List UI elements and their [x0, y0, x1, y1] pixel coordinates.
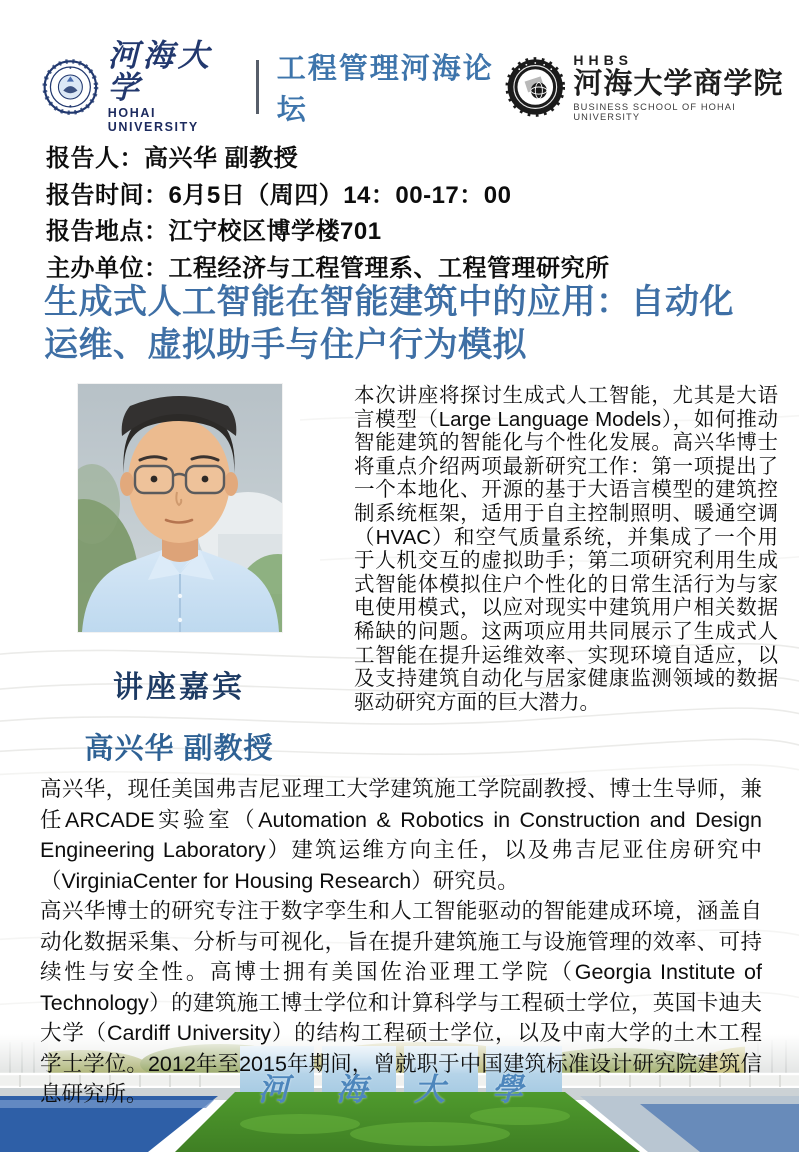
campus-gate-text: 河海大學: [258, 1072, 570, 1107]
hohai-university-name: [108, 40, 240, 134]
speaker-name-title: 高兴华 副教授: [84, 733, 274, 765]
header-divider: [256, 60, 259, 114]
info-label: 报告时间：: [46, 181, 169, 209]
speaker-biography: [40, 774, 762, 1110]
business-school-logo: [505, 53, 787, 122]
info-value: 江宁校区博学楼701: [168, 218, 382, 245]
header: [42, 40, 787, 134]
guest-section-label: 讲座嘉宾: [113, 671, 245, 704]
business-school-name: [573, 53, 787, 122]
business-school-seal-icon: [505, 54, 566, 120]
info-value: 6月5日（周四）14：00-17：00: [168, 181, 512, 209]
lecture-title: 生成式人工智能在智能建筑中的应用：自动化运维、虚拟助手与住户行为模拟: [44, 283, 734, 364]
hohai-university-seal-icon: [42, 56, 99, 118]
info-label: 报告地点：: [46, 218, 169, 245]
forum-title: 工程管理河海论坛: [276, 53, 494, 126]
abstract-column: [354, 384, 778, 714]
speaker-photo: [78, 384, 282, 632]
speaker-column: [44, 384, 314, 767]
bio-paragraph-1: 高兴华，现任美国弗吉尼亚理工大学建筑施工学院副教授、博士生导师，兼任ARCADE实验室（Automation & Robotics in Construction and Design Engineering Laboratory）建筑运维方向主任，以及弗吉尼亚住房研究中（VirginiaCenter for Housing Research）研究员。: [40, 777, 762, 893]
university-name-en: HOHAI UNIVERSITY: [107, 106, 199, 134]
info-line-speaker: [46, 141, 610, 178]
info-value: 高兴华 副教授: [144, 145, 299, 172]
main-section: [44, 384, 778, 767]
info-line-time: [46, 178, 610, 215]
bio-paragraph-2: 高兴华博士的研究专注于数字孪生和人工智能驱动的智能建成环境，涵盖自动化数据采集、分析与可视化，旨在提升建筑施工与设施管理的效率、可持续性与安全性。高博士拥有美国佐治亚理工学院（Georgia Institute of Technology）的建筑施工博士学位和计算科学与工程硕士学位，英国卡迪夫大学（Cardiff University）的结构工程硕士学位，以及中南大学的土木工程学士学位。2012年至2015年期间，曾就职于中国建筑标准设计研究院建筑信息研究所。: [40, 899, 762, 1106]
info-value: 工程经济与工程管理系、工程管理研究所: [168, 254, 610, 282]
university-name-zh: 河海大学: [107, 38, 213, 105]
info-label: 主办单位：: [46, 254, 169, 282]
hohai-university-logo: [42, 40, 240, 134]
business-school-name-zh: 河海大学商学院: [573, 67, 784, 100]
event-info: [46, 141, 610, 287]
business-school-name-en: BUSINESS SCHOOL OF HOHAI UNIVERSITY: [573, 101, 736, 122]
info-line-location: [46, 214, 610, 251]
business-school-abbr: HHBS: [573, 51, 634, 68]
lecture-abstract: 本次讲座将探讨生成式人工智能，尤其是大语言模型（Large Language Models），如何推动智能建筑的智能化与个性化发展。高兴华博士将重点介绍两项最新研究工作：第一项提出了一个本地化、开源的基于大语言模型的建筑控制系统框架，适用于自主控制照明、暖通空调（HVAC）和空气质量系统，并集成了一个用于人机交互的虚拟助手；第二项研究利用生成式智能体模拟住户个性化的日常生活行为与家电使用模式，以应对现实中建筑用户相关数据稀缺的问题。这两项应用共同展示了生成式人工智能在提升运维效率、实现环境自适应，以及支持建筑自动化与居家健康监测领域的数据驱动研究方面的巨大潜力。: [354, 384, 778, 714]
info-label: 报告人：: [46, 145, 144, 172]
